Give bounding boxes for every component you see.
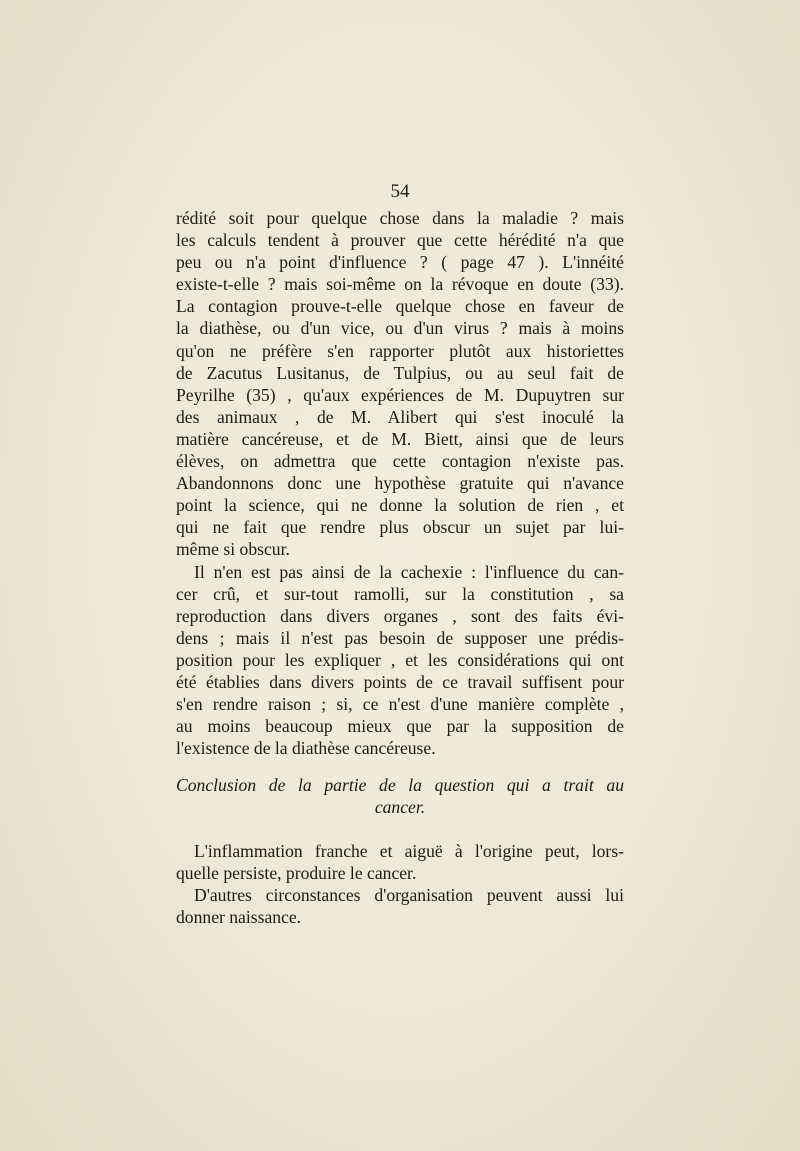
heading-line: cancer. (374, 797, 426, 817)
text-line: qui ne fait que rendre plus obscur un sujet par lui- (176, 517, 624, 538)
text-line: La contagion prouve-t-elle quelque chose en faveur de (176, 296, 624, 317)
paragraph-inflammation (176, 840, 624, 884)
paragraph-organisation (176, 884, 624, 928)
text-line: position pour les expliquer , et les considérations qui ont (176, 649, 624, 670)
text-line: Abandonnons donc une hypothèse gratuite qui n'avance (176, 473, 624, 494)
text-line: même si obscur. (176, 539, 290, 560)
text-line: quelle persiste, produire le cancer. (176, 863, 417, 884)
paragraph-heredity-contagion (176, 207, 624, 561)
text-line: cer crû, et sur-tout ramolli, sur la constitution , sa (176, 583, 624, 604)
text-line: au moins beaucoup mieux que par la supposition de (176, 716, 624, 737)
text-line: D'autres circonstances d'organisation peuvent aussi lui (194, 885, 624, 906)
conclusion-text (176, 840, 624, 928)
text-line: existe-t-elle ? mais soi-même on la révoque en doute (33). (176, 274, 624, 295)
text-line: peu ou n'a point d'influence ? ( page 47 ). L'innéité (176, 252, 624, 273)
text-line: Il n'en est pas ainsi de la cachexie : l'influence du can- (194, 561, 624, 582)
page-number: 54 (390, 181, 410, 202)
text-line: de Zacutus Lusitanus, de Tulpius, ou au seul fait de (176, 362, 624, 383)
text-line: s'en rendre raison ; si, ce n'est d'une manière complète , (176, 694, 624, 715)
text-line: matière cancéreuse, et de M. Biett, ainsi que de leurs (176, 428, 624, 449)
text-line: des animaux , de M. Alibert qui s'est inoculé la (176, 406, 624, 427)
text-line: élèves, on admettra que cette contagion n'existe pas. (176, 451, 624, 472)
text-line: Peyrilhe (35) , qu'aux expériences de M. Dupuytren sur (176, 384, 624, 405)
text-line: reproduction dans divers organes , sont des faits évi- (176, 605, 624, 626)
section-heading (176, 774, 624, 818)
text-line: qu'on ne préfère s'en rapporter plutôt aux historiettes (176, 340, 624, 361)
heading-line: Conclusion de la partie de la question qui a trait au (176, 775, 624, 795)
main-text (176, 207, 624, 759)
text-line: les calculs tendent à prouver que cette hérédité n'a que (176, 230, 624, 251)
text-line: été établies dans divers points de ce travail suffisent pour (176, 671, 624, 692)
text-line: point la science, qui ne donne la solution de rien , et (176, 495, 624, 516)
text-line: donner naissance. (176, 907, 302, 928)
text-line: la diathèse, ou d'un vice, ou d'un virus ? mais à moins (176, 318, 624, 339)
text-line: dens ; mais il n'est pas besoin de supposer une prédis- (176, 627, 624, 648)
paragraph-cachexia (176, 561, 624, 760)
text-line: L'inflammation franche et aiguë à l'origine peut, lors- (194, 841, 624, 861)
text-line: l'existence de la diathèse cancéreuse. (176, 738, 436, 759)
text-line: rédité soit pour quelque chose dans la maladie ? mais (176, 208, 624, 228)
